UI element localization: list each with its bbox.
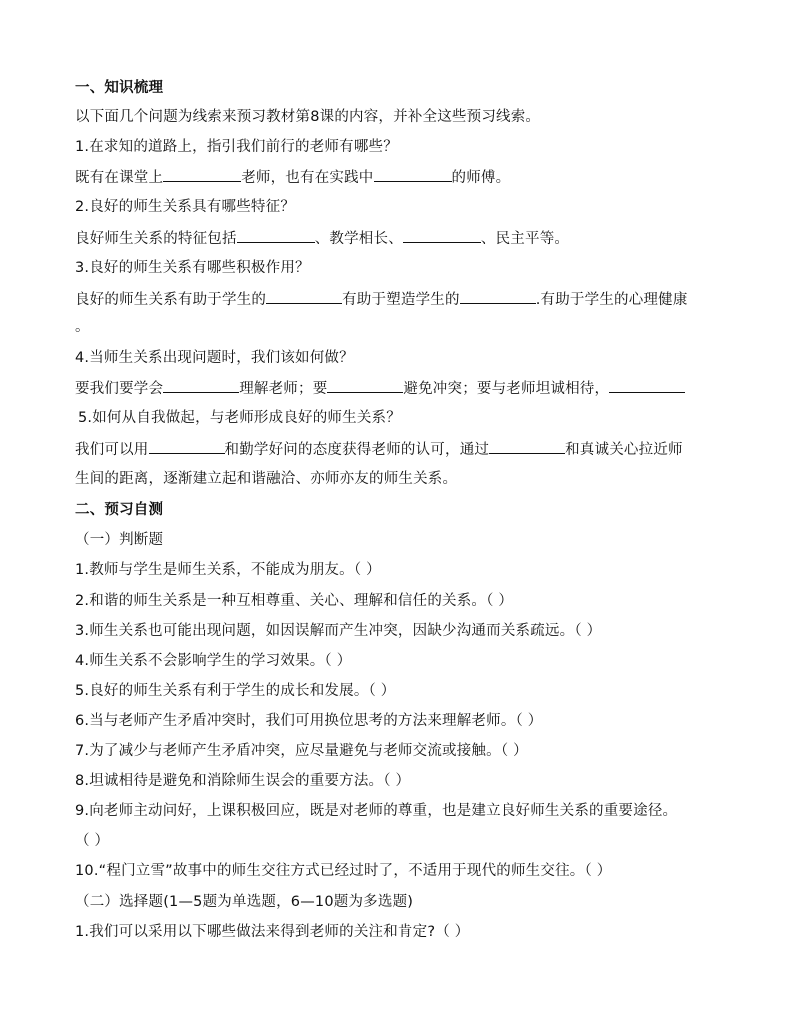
fill-blank[interactable] [374, 167, 452, 182]
fill-blank[interactable] [163, 167, 241, 182]
answer-2: 良好师生关系的特征包括 、教学相长、 、民主平等。 [75, 228, 569, 249]
judge-item: 2.和谐的师生关系是一种互相尊重、关心、理解和信任的关系。（ ） [75, 593, 514, 609]
choice-title: （二）选择题(1—5题为单选题，6—10题为多选题) [75, 894, 414, 910]
answer-4: 要我们要学会 理解老师；要 避免冲突；要与老师坦诚相待， [75, 378, 685, 399]
question-3: 3.良好的师生关系有哪些积极作用？ [75, 260, 310, 276]
section2-title: 二、预习自测 [75, 502, 164, 518]
fill-blank[interactable] [403, 228, 481, 243]
fill-blank[interactable] [237, 228, 315, 243]
answer-1: 既有在课堂上 老师，也有在实践中 的师傅。 [75, 167, 510, 188]
answer-5: 我们可以用 和勤学好问的态度获得老师的认可，通过 和真诚关心拉近师 [75, 439, 683, 460]
answer-3: 良好的师生关系有助于学生的 有助于塑造学生的 .有助于学生的心理健康 [75, 289, 688, 310]
section1-intro: 以下面几个问题为线索来预习教材第8课的内容，并补全这些预习线索。 [75, 109, 541, 125]
judge-item: 6.当与老师产生矛盾冲突时，我们可用换位思考的方法来理解老师。（ ） [75, 713, 543, 729]
fill-blank[interactable] [163, 378, 239, 393]
section1-title: 一、知识梳理 [75, 80, 164, 96]
judge-item: 7.为了减少与老师产生矛盾冲突，应尽量避免与老师交流或接触。（ ） [75, 743, 528, 759]
judge-item-tail: （ ） [75, 833, 110, 849]
judge-item: 4.师生关系不会影响学生的学习效果。（ ） [75, 653, 352, 669]
choice-item: 1.我们可以采用以下哪些做法来得到老师的关注和肯定?（ ） [75, 924, 470, 940]
question-5: 5.如何从自我做起，与老师形成良好的师生关系？ [78, 410, 401, 426]
judge-title: （一）判断题 [75, 532, 164, 548]
judge-item: 10.“程门立雪”故事中的师生交往方式已经过时了，不适用于现代的师生交往。（ ） [75, 863, 612, 879]
fill-blank[interactable] [149, 439, 225, 454]
answer-3-tail: 。 [75, 319, 90, 335]
judge-item: 8.坦诚相待是避免和消除师生误会的重要方法。（ ） [75, 773, 411, 789]
question-4: 4.当师生关系出现问题时，我们该如何做？ [75, 350, 354, 366]
question-2: 2.良好的师生关系具有哪些特征？ [75, 199, 296, 215]
judge-item: 1.教师与学生是师生关系，不能成为朋友。（ ） [75, 562, 381, 578]
fill-blank[interactable] [460, 289, 536, 304]
answer-5-tail: 生间的距离，逐渐建立起和谐融洽、亦师亦友的师生关系。 [75, 471, 458, 487]
judge-item: 5.良好的师生关系有利于学生的成长和发展。（ ） [75, 683, 396, 699]
fill-blank[interactable] [327, 378, 403, 393]
judge-item: 9.向老师主动问好，上课积极回应，既是对老师的尊重，也是建立良好师生关系的重要途径。 [75, 803, 678, 819]
fill-blank[interactable] [266, 289, 342, 304]
judge-item: 3.师生关系也可能出现问题，如因误解而产生冲突，因缺少沟通而关系疏远。（ ） [75, 623, 602, 639]
fill-blank[interactable] [609, 378, 685, 393]
fill-blank[interactable] [489, 439, 565, 454]
question-1: 1.在求知的道路上，指引我们前行的老师有哪些？ [75, 139, 398, 155]
